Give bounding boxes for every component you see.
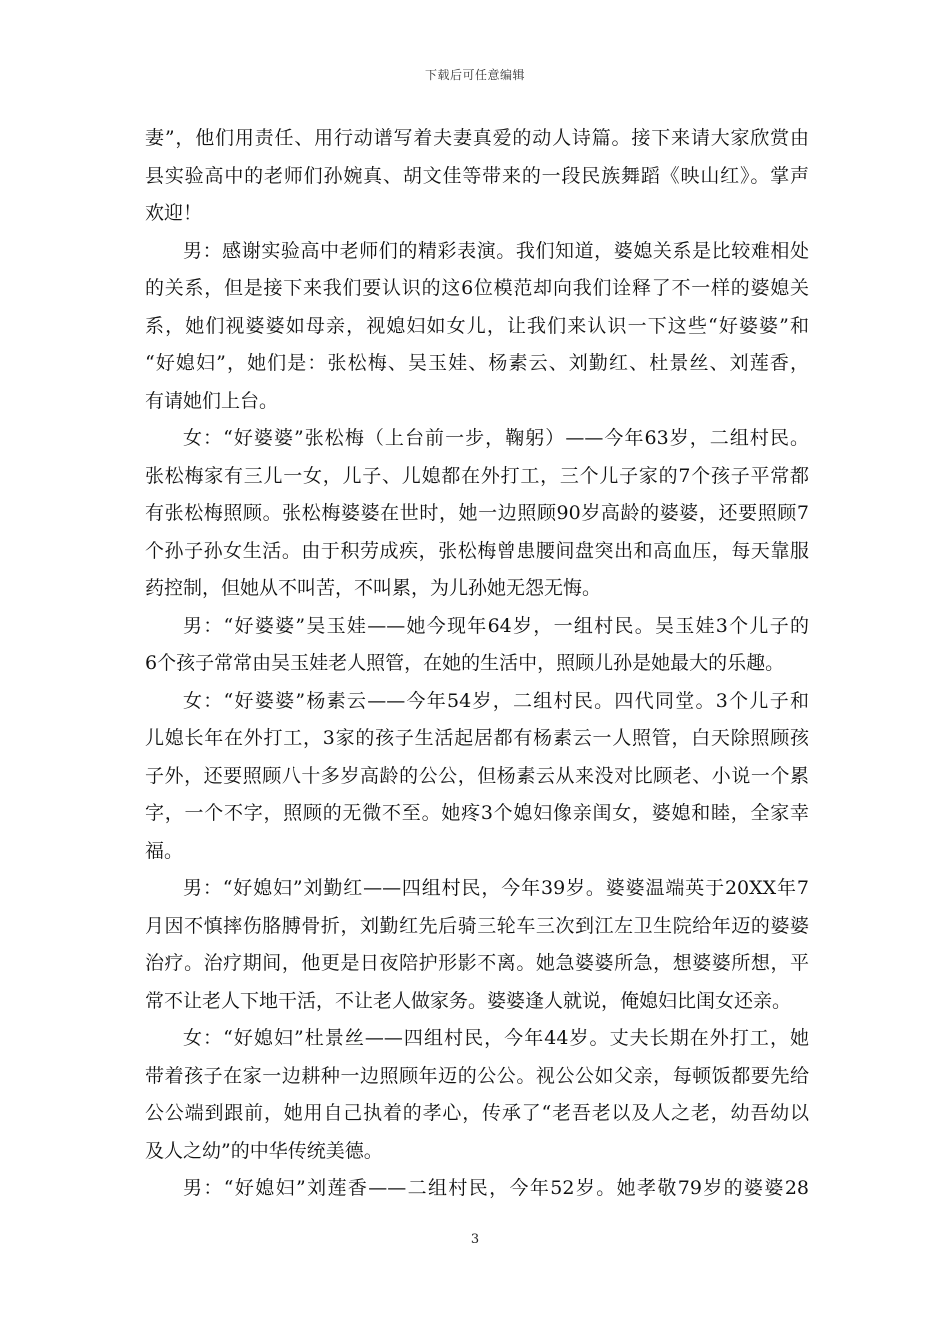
text-line: 欢迎！: [145, 202, 203, 224]
text-line: “好媳妇”，她们是：张松梅、吴玉娃、杨素云、刘勤红、杜景丝、刘莲香，: [145, 352, 809, 374]
text-line: 妻”，他们用责任、用行动谱写着夫妻真爱的动人诗篇。接下来请大家欣赏由: [145, 127, 809, 149]
text-line: 个孙子孙女生活。由于积劳成疾，张松梅曾患腰间盘突出和高血压，每天靠服: [145, 539, 809, 562]
text-line: 女：“好媳妇”杜景丝——四组村民，今年44岁。丈夫长期在外打工，她: [183, 1027, 809, 1049]
text-line: 张松梅家有三儿一女，儿子、儿媳都在外打工，三个儿子家的7个孩子平常都: [145, 464, 809, 487]
text-line: 系，她们视婆婆如母亲，视媳妇如女儿，让我们来认识一下这些“好婆婆”和: [145, 314, 809, 337]
text-line: 男：“好媳妇”刘莲香——二组村民，今年52岁。她孝敬79岁的婆婆28: [183, 1177, 809, 1199]
text-line: 6个孩子常常由吴玉娃老人照管，在她的生活中，照顾儿孙是她最大的乐趣。: [145, 652, 785, 674]
text-line: 的关系，但是接下来我们要认识的这6位模范却向我们诠释了不一样的婆媳关: [145, 277, 809, 299]
document-body: [145, 120, 809, 1208]
text-line: 男：感谢实验高中老师们的精彩表演。我们知道，婆媳关系是比较难相处: [183, 239, 809, 262]
text-line: 女：“好婆婆”张松梅（上台前一步，鞠躬）——今年63岁，二组村民。: [183, 427, 809, 449]
text-line: 男：“好媳妇”刘勤红——四组村民，今年39岁。婆婆温端英于20XX年7: [183, 877, 809, 899]
text-line: 有请她们上台。: [145, 389, 279, 412]
text-line: 儿媳长年在外打工，3家的孩子生活起居都有杨素云一人照管，白天除照顾孩: [145, 727, 809, 749]
text-line: 子外，还要照顾八十多岁高龄的公公，但杨素云从来没对比顾老、小说一个累: [145, 764, 809, 787]
text-line: 常不让老人下地干活，不让老人做家务。婆婆逢人就说，俺媳妇比闺女还亲。: [145, 989, 792, 1012]
text-line: 福。: [145, 839, 184, 862]
page-number: 3: [470, 1232, 480, 1247]
text-line: 治疗。治疗期间，他更是日夜陪护形影不离。她急婆婆所急，想婆婆所想，平: [145, 952, 809, 974]
text-line: 女：“好婆婆”杨素云——今年54岁，二组村民。四代同堂。3个儿子和: [183, 689, 809, 712]
text-line: 男：“好婆婆”吴玉娃——她今现年64岁，一组村民。吴玉娃3个儿子的: [183, 614, 809, 637]
text-line: 县实验高中的老师们孙婉真、胡文佳等带来的一段民族舞蹈《映山红》。掌声: [145, 164, 809, 187]
page-header: 下载后可任意编辑: [424, 68, 525, 82]
text-line: 药控制，但她从不叫苦，不叫累，为儿孙她无怨无悔。: [145, 577, 602, 599]
text-line: 带着孩子在家一边耕种一边照顾年迈的公公。视公公如父亲，每顿饭都要先给: [145, 1064, 809, 1087]
text-line: 月因不慎摔伤胳膊骨折，刘勤红先后骑三轮车三次到江左卫生院给年迈的婆婆: [145, 914, 809, 937]
text-line: 及人之幼”的中华传统美德。: [145, 1139, 383, 1162]
text-line: 有张松梅照顾。张松梅婆婆在世时，她一边照顾90岁高龄的婆婆，还要照顾7: [145, 502, 809, 524]
text-line: 公公端到跟前，她用自己执着的孝心，传承了“老吾老以及人之老，幼吾幼以: [145, 1102, 809, 1124]
text-line: 字，一个不字，照顾的无微不至。她疼3个媳妇像亲闺女，婆媳和睦，全家幸: [145, 802, 809, 824]
